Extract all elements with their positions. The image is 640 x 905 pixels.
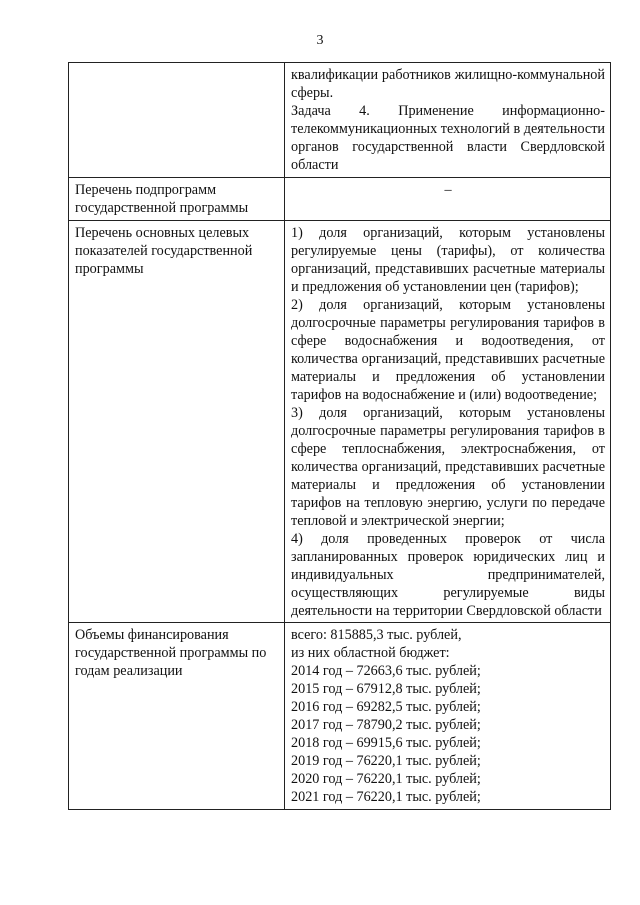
financing-year: 2021 год – 76220,1 тыс. рублей; bbox=[291, 789, 481, 805]
table-row bbox=[69, 63, 611, 178]
target-item: 3) доля организаций, которым установлены долгосрочные параметры регулирования тарифов в сфере теплоснабжения, электроснабжения, от количества организаций, представивших расчетные материалы и предложения об установлении тарифов на тепловую энергию, услуги по передаче тепловой и электрической энергии; bbox=[291, 405, 605, 529]
financing-label: Объемы финансирования государственной программы по годам реализации bbox=[75, 627, 267, 679]
targets-label: Перечень основных целевых показателей государственной программы bbox=[75, 225, 253, 277]
financing-total: всего: 815885,3 тыс. рублей, bbox=[291, 627, 462, 643]
label-cell bbox=[69, 63, 285, 178]
page-number: 3 bbox=[316, 33, 324, 48]
target-item: 2) доля организаций, которым установлены долгосрочные параметры регулирования тарифов в сфере водоснабжения и водоотведения, от количества организаций, представивших расчетные материалы и предложения об установлении тарифов на водоснабжение и (или) водоотведение; bbox=[291, 297, 605, 403]
financing-sub: из них областной бюджет: bbox=[291, 645, 450, 661]
financing-year: 2015 год – 67912,8 тыс. рублей; bbox=[291, 681, 481, 697]
value-cell bbox=[285, 221, 611, 623]
table-row bbox=[69, 221, 611, 623]
financing-year: 2019 год – 76220,1 тыс. рублей; bbox=[291, 753, 481, 769]
financing-year: 2020 год – 76220,1 тыс. рублей; bbox=[291, 771, 481, 787]
label-cell bbox=[69, 221, 285, 623]
financing-year: 2016 год – 69282,5 тыс. рублей; bbox=[291, 699, 481, 715]
task-4-text: Задача 4. Применение информационно-телекоммуникационных технологий в деятельности органов государственной власти Свердловской области bbox=[291, 103, 605, 173]
subprograms-label: Перечень подпрограмм государственной программы bbox=[75, 182, 249, 216]
table-row bbox=[69, 623, 611, 810]
label-cell bbox=[69, 178, 285, 221]
financing-year: 2017 год – 78790,2 тыс. рублей; bbox=[291, 717, 481, 733]
value-cell bbox=[285, 63, 611, 178]
value-cell bbox=[285, 623, 611, 810]
target-item: 4) доля проведенных проверок от числа запланированных проверок юридических лиц и индивидуальных предпринимателей, осуществляющих регулируемые виды деятельности на территории Свердловской области bbox=[291, 531, 605, 619]
program-passport-table bbox=[68, 62, 611, 810]
financing-year: 2014 год – 72663,6 тыс. рублей; bbox=[291, 663, 481, 679]
table-row bbox=[69, 178, 611, 221]
financing-year: 2018 год – 69915,6 тыс. рублей; bbox=[291, 735, 481, 751]
subprograms-value: – bbox=[444, 182, 452, 198]
continuation-text: квалификации работников жилищно-коммунальной сферы. bbox=[291, 67, 605, 101]
value-cell bbox=[285, 178, 611, 221]
label-cell bbox=[69, 623, 285, 810]
target-item: 1) доля организаций, которым установлены регулируемые цены (тарифы), от количества организаций, представивших расчетные материалы и предложения об установлении цен (тарифов); bbox=[291, 225, 605, 295]
